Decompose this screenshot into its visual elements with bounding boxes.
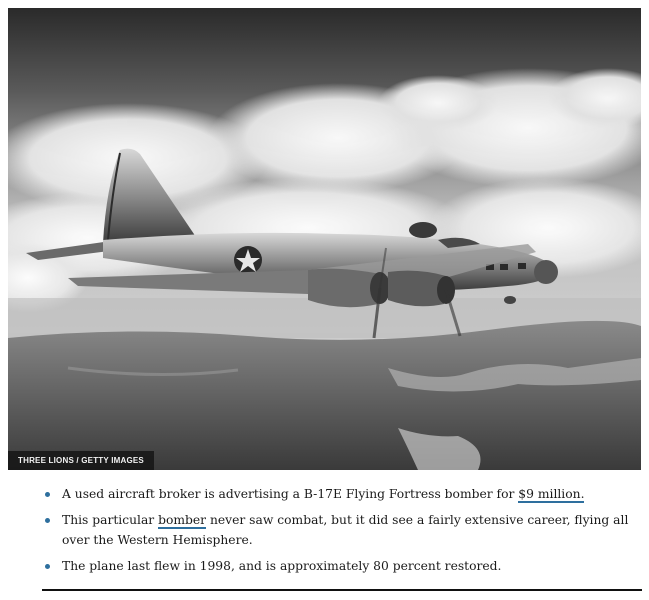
divider-rule	[42, 589, 642, 591]
bullet-text: This particular	[62, 513, 159, 527]
bullet-text: The plane last flew in 1998, and is approximately 80 percent restored.	[62, 559, 502, 573]
b17-bomber-image	[8, 8, 641, 470]
summary-bullets	[42, 484, 638, 582]
bullet-text: never saw combat, but it did see a fairly extensive career, flying all over the Western Hemisphere.	[62, 513, 629, 547]
price-link[interactable]: $9 million.	[518, 487, 585, 501]
bullet-item	[42, 510, 638, 550]
article-photo	[8, 8, 641, 470]
bullet-item	[42, 484, 638, 504]
bullet-item	[42, 556, 638, 576]
photo-credit: THREE LIONS / GETTY IMAGES	[8, 451, 154, 470]
bomber-link[interactable]: bomber	[158, 513, 207, 527]
bullet-text: A used aircraft broker is advertising a B-17E Flying Fortress bomber for	[62, 487, 519, 501]
